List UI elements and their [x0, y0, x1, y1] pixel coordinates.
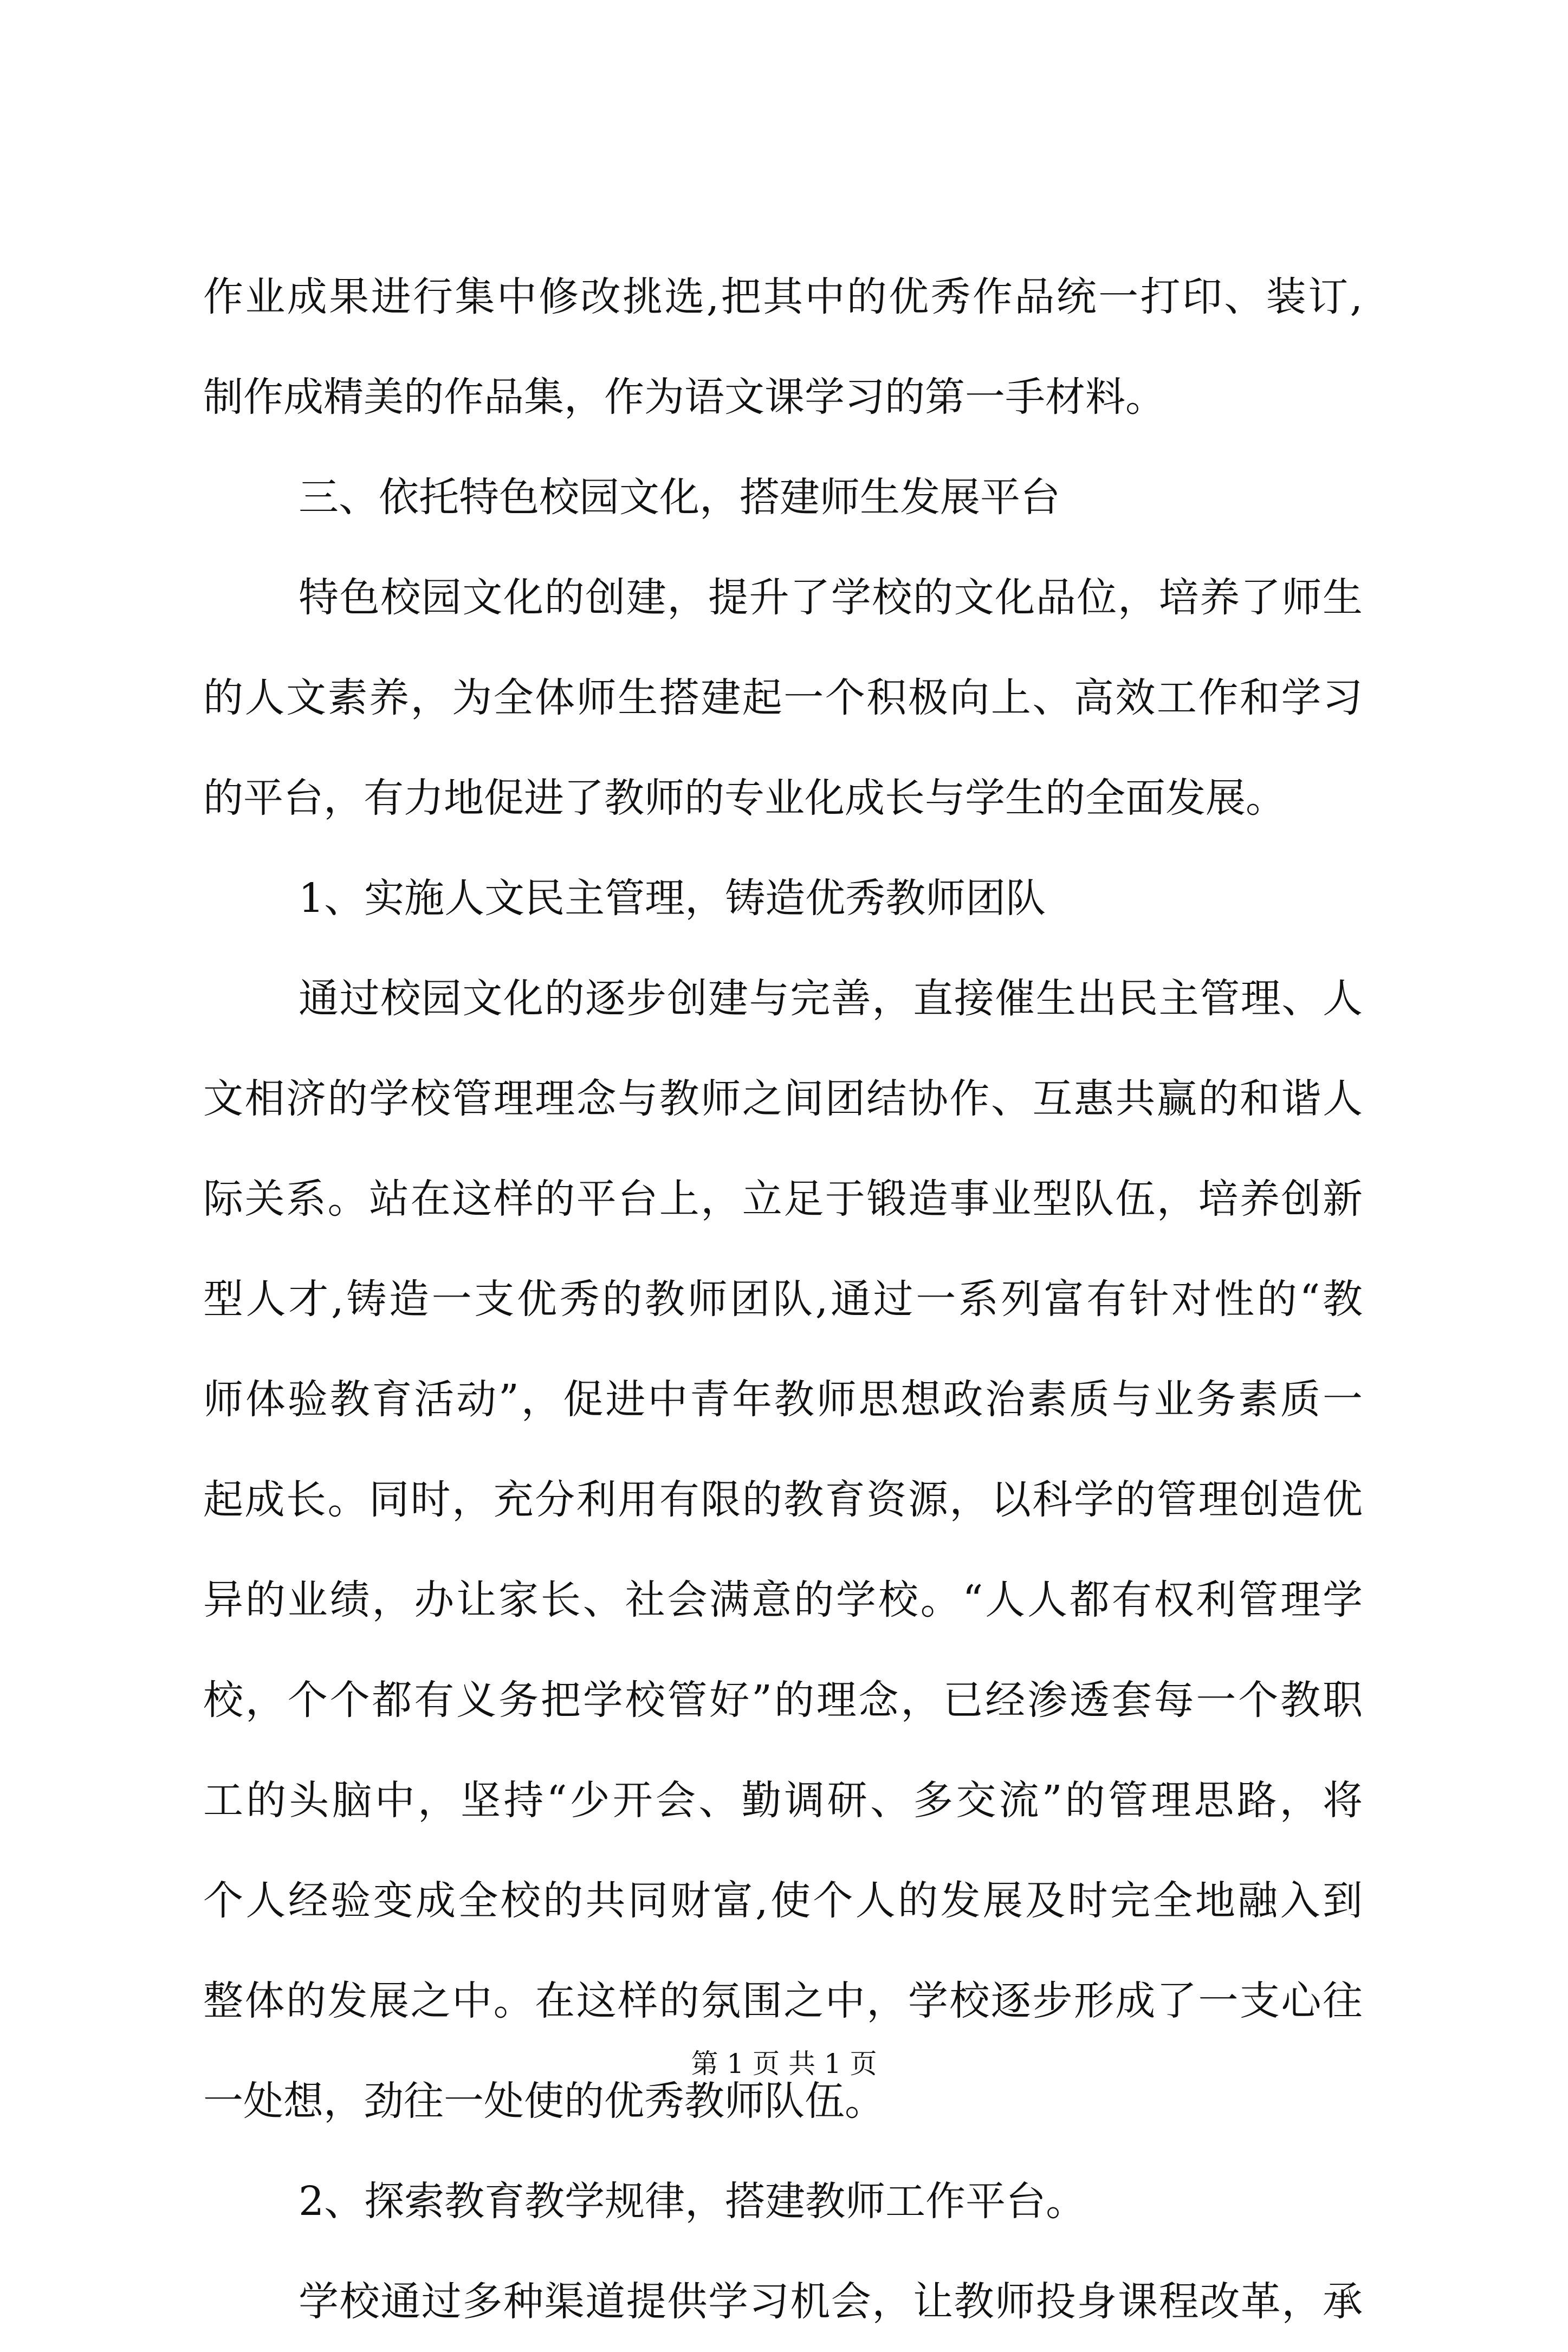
subsection-heading: 2、探索教育教学规律，搭建教师工作平台。	[299, 2178, 1086, 2225]
text-line: 工的头脑中，坚持“少开会、勤调研、多交流”的管理思路，将	[203, 1777, 1363, 1824]
text-line: 师体验教育活动”，促进中青年教师思想政治素质与业务素质一	[203, 1376, 1363, 1423]
text-line: 作业成果进行集中修改挑选,把其中的优秀作品统一打印、装订,	[203, 274, 1363, 320]
text-line: 通过校园文化的逐步创建与完善，直接催生出民主管理、人	[299, 975, 1363, 1022]
text-line: 际关系。站在这样的平台上，立足于锻造事业型队伍，培养创新	[203, 1176, 1363, 1222]
text-line: 校，个个都有义务把学校管好”的理念，已经渗透套每一个教职	[203, 1677, 1363, 1723]
text-line: 整体的发展之中。在这样的氛围之中，学校逐步形成了一支心往	[203, 1978, 1363, 2024]
text-line: 的人文素养，为全体师生搭建起一个积极向上、高效工作和学习	[203, 675, 1363, 721]
text-line: 的平台，有力地促进了教师的专业化成长与学生的全面发展。	[203, 775, 1286, 821]
document-body	[203, 247, 1363, 2352]
subsection-heading: 1、实施人文民主管理，铸造优秀教师团队	[299, 875, 1046, 922]
text-line: 一处想，劲往一处使的优秀教师队伍。	[203, 2078, 885, 2124]
text-line: 制作成精美的作品集，作为语文课学习的第一手材料。	[203, 374, 1165, 420]
text-line: 异的业绩，办让家长、社会满意的学校。“人人都有权利管理学	[203, 1577, 1363, 1623]
text-line: 个人经验变成全校的共同财富,使个人的发展及时完全地融入到	[203, 1877, 1363, 1924]
text-line: 学校通过多种渠道提供学习机会，让教师投身课程改革，承	[299, 2278, 1363, 2325]
text-line: 特色校园文化的创建，提升了学校的文化品位，培养了师生	[299, 574, 1363, 621]
text-line: 型人才,铸造一支优秀的教师团队,通过一系列富有针对性的“教	[203, 1276, 1363, 1323]
text-line: 文相济的学校管理理念与教师之间团结协作、互惠共赢的和谐人	[203, 1075, 1363, 1122]
text-line: 起成长。同时，充分利用有限的教育资源，以科学的管理创造优	[203, 1476, 1363, 1523]
page-footer: 第 1 页 共 1 页	[691, 2048, 877, 2079]
section-heading: 三、依托特色校园文化，搭建师生发展平台	[299, 474, 1060, 521]
